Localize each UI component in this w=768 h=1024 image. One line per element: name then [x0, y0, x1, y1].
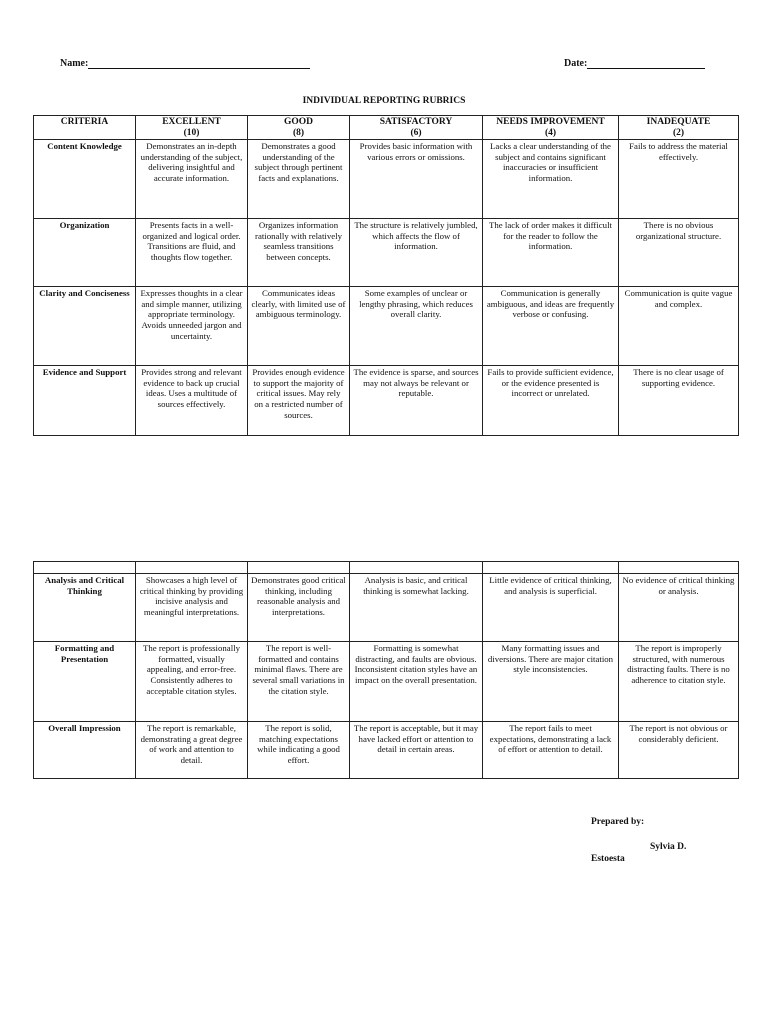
rubric-cell: Fails to provide sufficient evidence, or the evidence presented is incorrect or unrelated. — [483, 365, 619, 435]
rubric-cell: The report is solid, matching expectations while indicating a good effort. — [248, 722, 350, 779]
rubric-cell: Analysis is basic, and critical thinking is somewhat lacking. — [350, 574, 483, 642]
rubric-cell: Communication is quite vague and complex. — [619, 286, 739, 365]
rubric-cell: There is no clear usage of supporting evidence. — [619, 365, 739, 435]
rubric-cell: The report is improperly structured, with numerous distracting faults. There is no adherence to citation style. — [619, 642, 739, 722]
table-row — [34, 574, 739, 642]
date-label: Date: — [564, 58, 588, 69]
criteria-cell: Overall Impression — [34, 722, 136, 779]
table-row — [34, 722, 739, 779]
column-header-inadequate: INADEQUATE (2) — [619, 116, 739, 140]
criteria-cell: Evidence and Support — [34, 365, 136, 435]
prepared-by-label: Prepared by: — [591, 817, 645, 827]
rubric-cell: Little evidence of critical thinking, and analysis is superficial. — [483, 574, 619, 642]
table-row — [34, 286, 739, 365]
empty-cell — [483, 562, 619, 574]
rubric-cell: Many formatting issues and diversions. There are major citation style inconsistencies. — [483, 642, 619, 722]
points-label: (10) — [183, 127, 200, 138]
empty-header-row — [34, 562, 739, 574]
points-label: (2) — [672, 127, 685, 138]
criteria-cell: Organization — [34, 218, 136, 286]
empty-cell — [248, 562, 350, 574]
rubric-table-part-2 — [33, 561, 739, 779]
criteria-cell: Clarity and Conciseness — [34, 286, 136, 365]
rubric-cell: Demonstrates good critical thinking, including reasonable analysis and interpretations. — [248, 574, 350, 642]
rubric-cell: Showcases a high level of critical thinking by providing incisive analysis and meaningful interpretations. — [136, 574, 248, 642]
rubric-cell: Communicates ideas clearly, with limited use of ambiguous terminology. — [248, 286, 350, 365]
rubric-cell: Provides basic information with various errors or omissions. — [350, 139, 483, 218]
rubric-cell: Formatting is somewhat distracting, and faults are obvious. Inconsistent citation styles have an impact on the overall presentation. — [350, 642, 483, 722]
column-header-needs-improvement: NEEDS IMPROVEMENT (4) — [483, 116, 619, 140]
rubric-cell: Provides strong and relevant evidence to back up crucial ideas. Uses a multitude of sources effectively. — [136, 365, 248, 435]
date-blank-line[interactable] — [587, 59, 705, 69]
preparer-name-first: Sylvia D. — [650, 842, 687, 852]
rubric-cell: Some examples of unclear or lengthy phrasing, which reduces overall clarity. — [350, 286, 483, 365]
rubric-cell: Provides enough evidence to support the majority of critical issues. May rely on a restricted number of sources. — [248, 365, 350, 435]
points-label: (4) — [544, 127, 557, 138]
preparer-name-last: Estoesta — [591, 854, 625, 864]
rubric-cell: Demonstrates a good understanding of the subject through pertinent facts and explanations. — [248, 139, 350, 218]
rubric-cell: Lacks a clear understanding of the subject and contains significant inaccuracies or insufficient information. — [483, 139, 619, 218]
rubric-cell: Presents facts in a well-organized and logical order. Transitions are fluid, and thoughts flow together. — [136, 218, 248, 286]
empty-cell — [34, 562, 136, 574]
criteria-cell: Analysis and Critical Thinking — [34, 574, 136, 642]
rubric-cell: The report is well-formatted and contains minimal flaws. There are several small variations in the citation style. — [248, 642, 350, 722]
empty-cell — [350, 562, 483, 574]
rubric-cell: Expresses thoughts in a clear and simple manner, utilizing appropriate terminology. Avoids unneeded jargon and uncertainty. — [136, 286, 248, 365]
name-blank-line[interactable] — [88, 59, 310, 69]
criteria-cell: Content Knowledge — [34, 139, 136, 218]
rubric-cell: The structure is relatively jumbled, which affects the flow of information. — [350, 218, 483, 286]
rubric-cell: The report fails to meet expectations, demonstrating a lack of effort or attention to detail. — [483, 722, 619, 779]
rubric-cell: Communication is generally ambiguous, and ideas are frequently verbose or confusing. — [483, 286, 619, 365]
table-row — [34, 218, 739, 286]
table-row — [34, 642, 739, 722]
empty-cell — [136, 562, 248, 574]
rubric-cell: The report is acceptable, but it may have lacked effort or attention to detail in certain areas. — [350, 722, 483, 779]
rubric-cell: Demonstrates an in-depth understanding of the subject, delivering insightful and accurate information. — [136, 139, 248, 218]
column-header-satisfactory: SATISFACTORY (6) — [350, 116, 483, 140]
rubric-cell: The lack of order makes it difficult for the reader to follow the information. — [483, 218, 619, 286]
column-header-good: GOOD (8) — [248, 116, 350, 140]
criteria-cell: Formatting and Presentation — [34, 642, 136, 722]
document-title: INDIVIDUAL REPORTING RUBRICS — [302, 96, 466, 106]
rubric-cell: The report is remarkable, demonstrating a great degree of work and attention to detail. — [136, 722, 248, 779]
table-row — [34, 365, 739, 435]
column-header-criteria: CRITERIA — [34, 116, 136, 140]
table-row — [34, 139, 739, 218]
rubric-cell: Fails to address the material effectively. — [619, 139, 739, 218]
rubric-cell: There is no obvious organizational structure. — [619, 218, 739, 286]
name-label: Name: — [60, 58, 89, 69]
name-field[interactable] — [60, 58, 310, 69]
header-row — [34, 116, 739, 140]
column-header-excellent: EXCELLENT (10) — [136, 116, 248, 140]
rubric-cell: The evidence is sparse, and sources may not always be relevant or reputable. — [350, 365, 483, 435]
points-label: (6) — [410, 127, 422, 138]
date-field[interactable] — [564, 58, 705, 69]
rubric-cell: The report is not obvious or considerably deficient. — [619, 722, 739, 779]
empty-cell — [619, 562, 739, 574]
rubric-table-part-1 — [33, 115, 739, 436]
rubric-cell: Organizes information rationally with relatively seamless transitions between concepts. — [248, 218, 350, 286]
rubric-cell: The report is professionally formatted, visually appealing, and error-free. Consistently adheres to acceptable citation styles. — [136, 642, 248, 722]
rubric-cell: No evidence of critical thinking or analysis. — [619, 574, 739, 642]
points-label: (8) — [292, 127, 305, 138]
